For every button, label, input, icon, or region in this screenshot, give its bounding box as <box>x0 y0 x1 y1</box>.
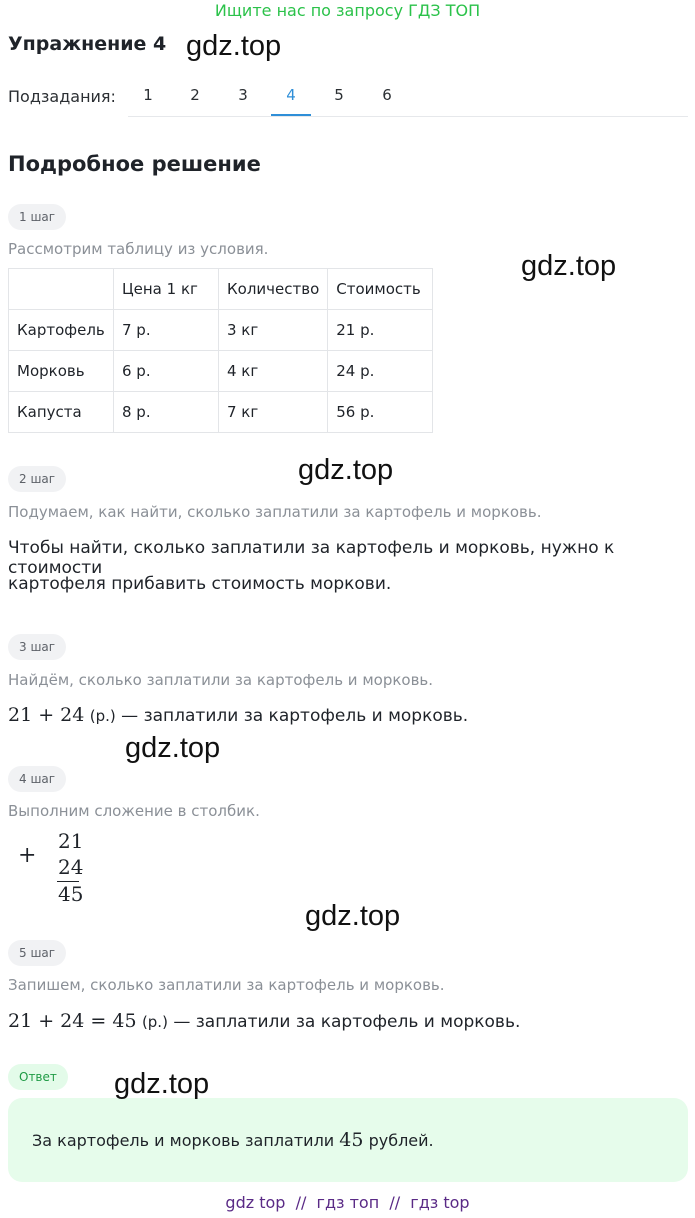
subtasks-tabs <box>128 70 688 117</box>
solution-title: Подробное решение <box>8 152 261 176</box>
watermark: gdz.top <box>186 30 282 62</box>
page-title: Упражнение 4 <box>8 33 167 55</box>
tab-subtask-3[interactable]: 3 <box>238 86 248 104</box>
table-cell: Морковь <box>9 351 114 392</box>
table-row <box>9 351 433 392</box>
equation-text: — заплатили за картофель и морковь. <box>173 1012 521 1032</box>
equation-unit: (р.) <box>141 1013 168 1031</box>
equation-unit: (р.) <box>89 707 116 725</box>
step-note-5: Запишем, сколько заплатили за картофель и морковь. <box>8 976 445 994</box>
step-badge-3: 3 шаг <box>8 634 66 660</box>
answer-text <box>32 1129 434 1151</box>
watermark: gdz.top <box>298 454 394 486</box>
table-cell: 7 р. <box>114 310 219 351</box>
answer-text-after: рублей. <box>368 1131 434 1150</box>
table-cell: 7 кг <box>219 392 328 433</box>
equation-math: 21 + 24 = 45 <box>8 1010 137 1032</box>
step-note-4: Выполним сложение в столбик. <box>8 802 260 820</box>
table-header-cell: Стоимость <box>328 269 433 310</box>
tab-subtask-6[interactable]: 6 <box>382 86 392 104</box>
tab-subtask-1[interactable]: 1 <box>143 86 153 104</box>
column-addend-1: 21 <box>58 829 84 853</box>
step-note-1: Рассмотрим таблицу из условия. <box>8 240 269 258</box>
promo-banner[interactable]: Ищите нас по запросу ГДЗ ТОП <box>214 1 481 20</box>
table-cell: 4 кг <box>219 351 328 392</box>
equation-text: — заплатили за картофель и морковь. <box>121 706 469 726</box>
tab-subtask-5[interactable]: 5 <box>334 86 344 104</box>
active-tab-underline <box>271 114 311 116</box>
column-addend-2: 24 <box>58 855 84 879</box>
column-sum: 45 <box>58 882 84 906</box>
answer-badge: Ответ <box>8 1064 68 1090</box>
footer-links[interactable]: gdz top // гдз топ // гдз top <box>225 1193 470 1212</box>
step-note-3: Найдём, сколько заплатили за картофель и морковь. <box>8 671 434 689</box>
tab-subtask-4[interactable]: 4 <box>286 86 296 104</box>
step-badge-4: 4 шаг <box>8 766 66 792</box>
table-row <box>9 392 433 433</box>
prices-table <box>8 268 433 433</box>
table-cell: 21 р. <box>328 310 433 351</box>
table-header-row <box>9 269 433 310</box>
step-text-2-line-2: картофеля прибавить стоимость моркови. <box>8 574 392 594</box>
step-text-2-line-1: Чтобы найти, сколько заплатили за картофель и морковь, нужно к стоимости <box>8 538 615 578</box>
step-equation-5 <box>8 1010 520 1032</box>
table-row <box>9 310 433 351</box>
equation-math: 21 + 24 <box>8 704 85 726</box>
table-header-cell: Количество <box>219 269 328 310</box>
column-plus-sign: + <box>18 843 37 868</box>
table-cell: 56 р. <box>328 392 433 433</box>
table-header-cell: Цена 1 кг <box>114 269 219 310</box>
watermark: gdz.top <box>125 732 221 764</box>
tab-subtask-2[interactable]: 2 <box>190 86 200 104</box>
step-note-2: Подумаем, как найти, сколько заплатили за картофель и морковь. <box>8 503 542 521</box>
table-cell: 8 р. <box>114 392 219 433</box>
watermark: gdz.top <box>521 250 617 282</box>
table-cell: Картофель <box>9 310 114 351</box>
step-badge-1: 1 шаг <box>8 204 66 230</box>
table-cell: 3 кг <box>219 310 328 351</box>
answer-text-before: За картофель и морковь заплатили <box>32 1131 335 1150</box>
table-cell: 6 р. <box>114 351 219 392</box>
watermark: gdz.top <box>305 900 401 932</box>
step-equation-3 <box>8 704 468 726</box>
step-badge-2: 2 шаг <box>8 466 66 492</box>
subtasks-label: Подзадания: <box>8 87 116 106</box>
answer-value: 45 <box>339 1129 364 1151</box>
table-cell: Капуста <box>9 392 114 433</box>
watermark: gdz.top <box>114 1068 210 1100</box>
table-cell: 24 р. <box>328 351 433 392</box>
step-badge-5: 5 шаг <box>8 940 66 966</box>
table-header-cell <box>9 269 114 310</box>
